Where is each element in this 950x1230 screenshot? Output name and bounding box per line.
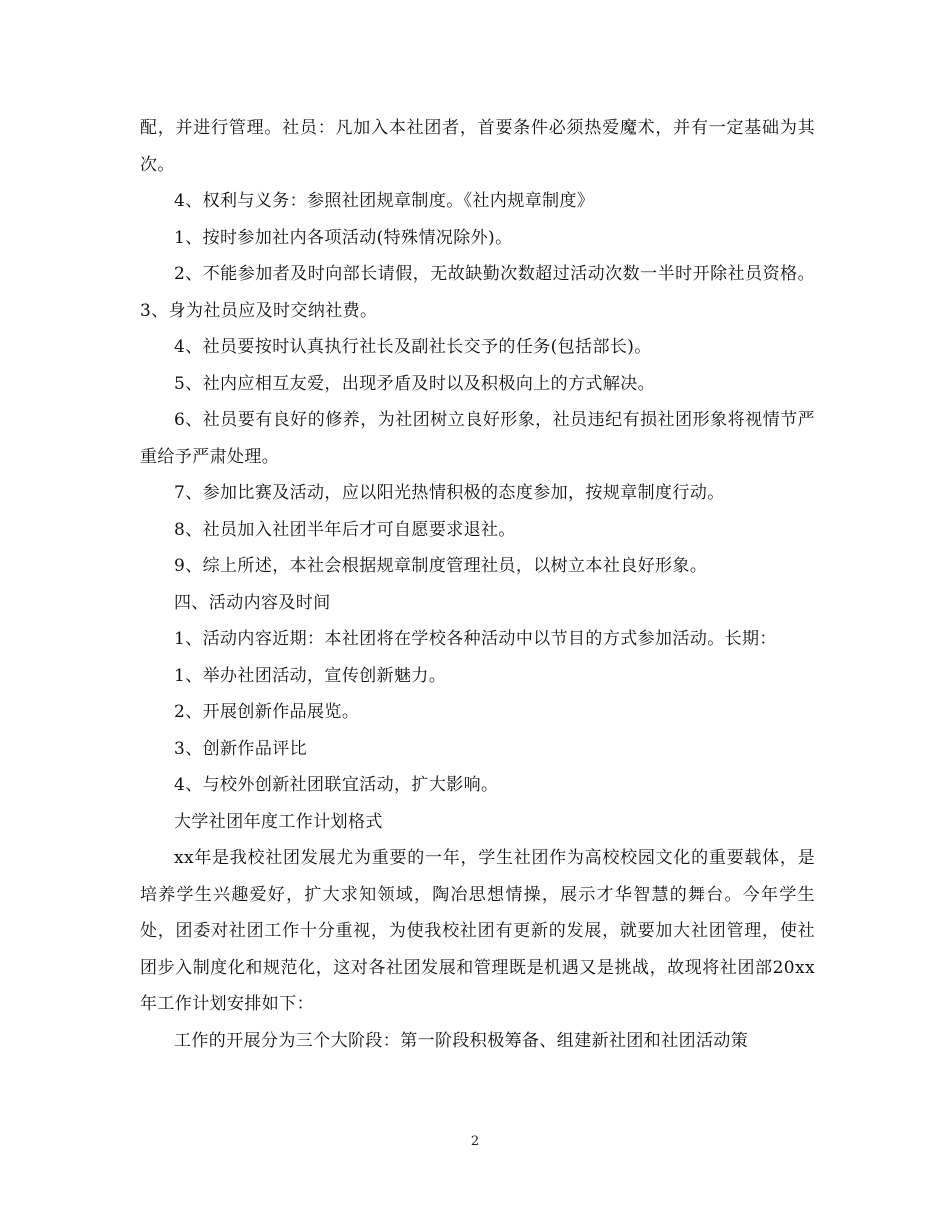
paragraph: 1、活动内容近期：本社团将在学校各种活动中以节目的方式参加活动。长期： bbox=[174, 629, 777, 649]
paragraph: 大学社团年度工作计划格式 bbox=[174, 811, 383, 832]
document-body bbox=[140, 110, 815, 1059]
paragraph: 四、活动内容及时间 bbox=[174, 592, 331, 613]
paragraph: 7、参加比赛及活动，应以阳光热情积极的态度参加，按规章制度行动。 bbox=[174, 483, 725, 503]
paragraph: 9、综上所述，本社会根据规章制度管理社员，以树立本社良好形象。 bbox=[174, 556, 708, 576]
paragraph: 4、权利与义务：参照社团规章制度。《社内规章制度》 bbox=[174, 191, 595, 211]
paragraph: 1、按时参加社内各项活动(特殊情况除外)。 bbox=[174, 227, 513, 248]
page-number: 2 bbox=[470, 1134, 480, 1149]
paragraph: 4、与校外创新社团联宜活动，扩大影响。 bbox=[174, 775, 499, 795]
paragraph: 8、社员加入社团半年后才可自愿要求退社。 bbox=[174, 519, 516, 540]
paragraph: 配，并进行管理。社员：凡加入本社团者，首要条件必须热爱魔术，并有一定基础为其次。 bbox=[140, 118, 815, 175]
paragraph: 5、社内应相互友爱，出现矛盾及时以及积极向上的方式解决。 bbox=[174, 373, 656, 394]
paragraph: 1、举办社团活动，宣传创新魅力。 bbox=[174, 665, 447, 686]
paragraph: 4、社员要按时认真执行社长及副社长交予的任务(包括部长)。 bbox=[174, 337, 652, 357]
paragraph: xx年是我校社团发展尤为重要的一年，学生社团作为高校校园文化的重要载体，是培养学生兴趣爱好，扩大求知领域，陶冶思想情操，展示才华智慧的舞台。今年学生处，团委对社团工作十分重视，为使我校社团有更新的发展，就要加大社团管理，使社团步入制度化和规范化，这对各社团发展和管理既是机遇又是挑战，故现将社团部20xx年工作计划安排如下： bbox=[140, 848, 815, 1014]
paragraph: 工作的开展分为三个大阶段：第一阶段积极筹备、组建新社团和社团活动策 bbox=[174, 1030, 749, 1051]
paragraph: 6、社员要有良好的修养，为社团树立良好形象，社员违纪有损社团形象将视情节严重给予严肃处理。 bbox=[140, 410, 815, 467]
paragraph: 2、不能参加者及时向部长请假，无故缺勤次数超过活动次数一半时开除社员资格。3、身为社员应及时交纳社费。 bbox=[140, 264, 815, 321]
paragraph: 3、创新作品评比 bbox=[174, 738, 308, 759]
paragraph: 2、开展创新作品展览。 bbox=[174, 702, 360, 722]
